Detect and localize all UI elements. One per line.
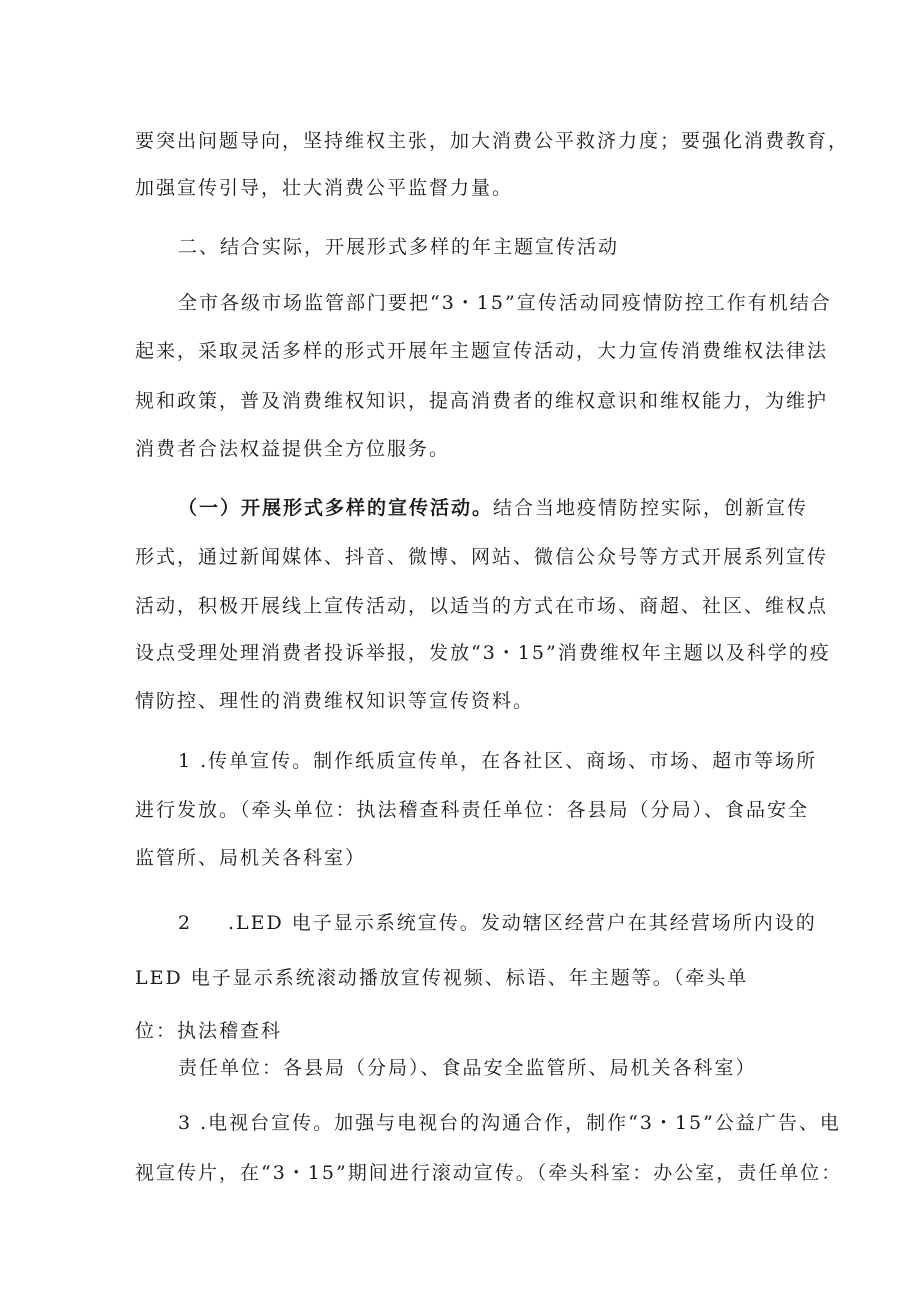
text-line: 全市各级市场监管部门要把“3・15”宣传活动同疫情防控工作有机结合 xyxy=(178,292,832,314)
text-line: 活动，积极开展线上宣传活动，以适当的方式在市场、商超、社区、维权点 xyxy=(135,595,829,617)
text-line: LED 电子显示系统滚动播放宣传视频、标语、年主题等。（牵头单 xyxy=(135,967,749,989)
text-line: 情防控、理性的消费维权知识等宣传资料。 xyxy=(135,690,535,712)
text-line: 要突出问题导向，坚持维权主张，加大消费公平救济力度；要强化消费教育， xyxy=(135,130,850,152)
text-line: .LED 电子显示系统宣传。发动辖区经营户在其经营场所内设的 xyxy=(228,912,817,934)
text-line: 起来，采取灵活多样的形式开展年主题宣传活动，大力宣传消费维权法律法 xyxy=(135,340,829,362)
text-line: 责任单位：各县局（分局）、食品安全监管所、局机关各科室） xyxy=(178,1057,757,1079)
subsection-heading: （一）开展形式多样的宣传活动。 xyxy=(178,497,494,519)
section-heading: 二、结合实际，开展形式多样的年主题宣传活动 xyxy=(178,236,620,258)
text-line: 形式，通过新闻媒体、抖音、微博、网站、微信公众号等方式开展系列宣传 xyxy=(135,546,829,568)
list-number: 2 xyxy=(178,912,193,934)
text-line: 消费者合法权益提供全方位服务。 xyxy=(135,438,451,460)
text-line: 1 .传单宣传。制作纸质宣传单，在各社区、商场、市场、超市等场所 xyxy=(178,750,818,772)
text-run: 结合当地疫情防控实际，创新宣传 xyxy=(493,497,809,519)
text-line: 监管所、局机关各科室） xyxy=(135,847,367,869)
text-line: 设点受理处理消费者投诉举报，发放“3・15”消费维权年主题以及科学的疫 xyxy=(135,642,831,664)
paragraph-line xyxy=(178,495,808,521)
text-line: 3 .电视台宣传。加强与电视台的沟通合作，制作“3・15”公益广告、电 xyxy=(178,1112,841,1134)
text-line: 进行发放。（牵头单位：执法稽查科责任单位：各县局（分局）、食品安全 xyxy=(135,799,810,821)
text-line: 位：执法稽查科 xyxy=(135,1020,283,1042)
text-line: 规和政策，普及消费维权知识，提高消费者的维权意识和维权能力，为维护 xyxy=(135,390,829,412)
text-line: 视宣传片，在“3・15”期间进行滚动宣传。（牵头科室：办公室，责任单位： xyxy=(135,1162,843,1184)
text-line: 加强宣传引导，壮大消费公平监督力量。 xyxy=(135,177,514,199)
